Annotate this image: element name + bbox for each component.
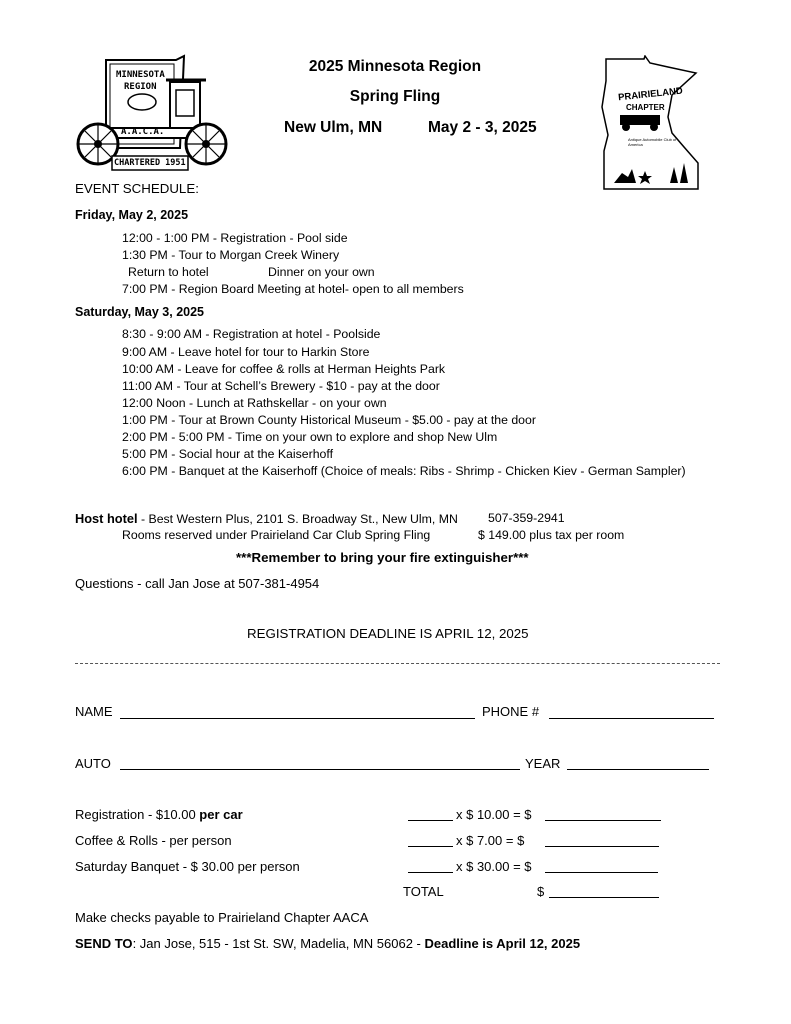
host-hotel-line [75,511,458,526]
name-label: NAME [75,704,113,719]
saturday-item: 6:00 PM - Banquet at the Kaiserhoff (Choice of meals: Ribs - Shrimp - Chicken Kiev - German Sampler) [122,464,686,478]
registration-qty-field[interactable] [408,820,453,821]
coffee-calc: x $ 7.00 = $ [456,833,525,848]
logo-chapter-text: CHAPTER [626,103,665,112]
logo-top-text-2: REGION [124,82,157,92]
friday-item: 12:00 - 1:00 PM - Registration - Pool side [122,231,348,245]
logo-prairieland-text: PRAIRIELAND [617,85,684,104]
send-to-label: SEND TO [75,936,133,951]
friday-item: 1:30 PM - Tour to Morgan Creek Winery [122,248,340,262]
logo-aaca-text: Antique Automobile Club of America [628,137,677,147]
minnesota-map-icon [598,55,704,193]
send-deadline: Deadline is April 12, 2025 [424,936,581,951]
coffee-rolls-label: Coffee & Rolls - per person [75,833,232,848]
fire-extinguisher-reminder: ***Remember to bring your fire extinguisher*** [236,550,529,565]
saturday-heading: Saturday, May 3, 2025 [75,305,205,319]
send-to-address: : Jan Jose, 515 - 1st St. SW, Madelia, MN 56062 - [132,936,425,951]
total-dollar: $ [537,884,545,899]
minnesota-region-logo [66,52,238,172]
logo-bottom-text: CHARTERED 1951 [114,158,186,168]
schedule-heading: EVENT SCHEDULE: [75,181,199,196]
host-hotel-phone: 507-359-2941 [488,511,565,525]
saturday-item: 11:00 AM - Tour at Schell’s Brewery - $10 - pay at the door [122,379,440,393]
registration-fee-text: Registration - $10.00 [75,807,200,822]
friday-item: 7:00 PM - Region Board Meeting at hotel- open to all members [122,282,464,296]
saturday-item: 9:00 AM - Leave hotel for tour to Harkin Store [122,345,370,359]
event-dates: May 2 - 3, 2025 [428,119,537,136]
registration-fee-label [75,807,243,822]
saturday-item: 8:30 - 9:00 AM - Registration at hotel - Poolside [122,327,381,341]
event-location: New Ulm, MN [284,119,383,136]
saturday-item: 10:00 AM - Leave for coffee & rolls at Herman Heights Park [122,362,446,376]
cut-line-divider [75,663,720,664]
auto-label: AUTO [75,756,111,771]
saturday-item: 2:00 PM - 5:00 PM - Time on your own to explore and shop New Ulm [122,430,498,444]
saturday-item: 5:00 PM - Social hour at the Kaiserhoff [122,447,333,461]
friday-item: Dinner on your own [268,265,375,279]
event-title: 2025 Minnesota Region [308,58,482,75]
saturday-item: 12:00 Noon - Lunch at Rathskellar - on your own [122,396,387,410]
grand-total-field[interactable] [549,897,659,898]
registration-calc: x $ 10.00 = $ [456,807,532,822]
host-hotel-address: - Best Western Plus, 2101 S. Broadway St., New Ulm, MN [137,512,458,526]
checks-payable: Make checks payable to Prairieland Chapter AACA [75,910,369,925]
event-subtitle: Spring Fling [349,88,441,105]
year-field[interactable] [567,769,709,770]
coffee-qty-field[interactable] [408,846,453,847]
registration-deadline-heading: REGISTRATION DEADLINE IS APRIL 12, 2025 [247,626,529,641]
friday-heading: Friday, May 2, 2025 [75,208,189,222]
total-label: TOTAL [403,884,444,899]
banquet-total-field[interactable] [545,872,658,873]
coffee-total-field[interactable] [545,846,659,847]
year-label: YEAR [525,756,561,771]
room-price: $ 149.00 plus tax per room [478,528,625,542]
registration-fee-per-car: per car [199,807,243,822]
phone-field[interactable] [549,718,714,719]
banquet-calc: x $ 30.00 = $ [456,859,532,874]
questions-contact: Questions - call Jan Jose at 507-381-4954 [75,576,320,591]
logo-mid-text: A.A.C.A. [121,127,165,137]
banquet-qty-field[interactable] [408,872,453,873]
prairieland-chapter-logo [598,55,704,193]
saturday-item: 1:00 PM - Tour at Brown County Historical Museum - $5.00 - pay at the door [122,413,536,427]
friday-item: Return to hotel [128,265,209,279]
name-field[interactable] [120,718,475,719]
phone-label: PHONE # [482,704,540,719]
auto-field[interactable] [120,769,520,770]
logo-top-text-1: MINNESOTA [116,70,165,80]
registration-total-field[interactable] [545,820,661,821]
banquet-label: Saturday Banquet - $ 30.00 per person [75,859,300,874]
host-hotel-label: Host hotel [75,511,138,526]
rooms-reserved: Rooms reserved under Prairieland Car Club Spring Fling [122,528,431,542]
send-to-line [75,936,580,951]
